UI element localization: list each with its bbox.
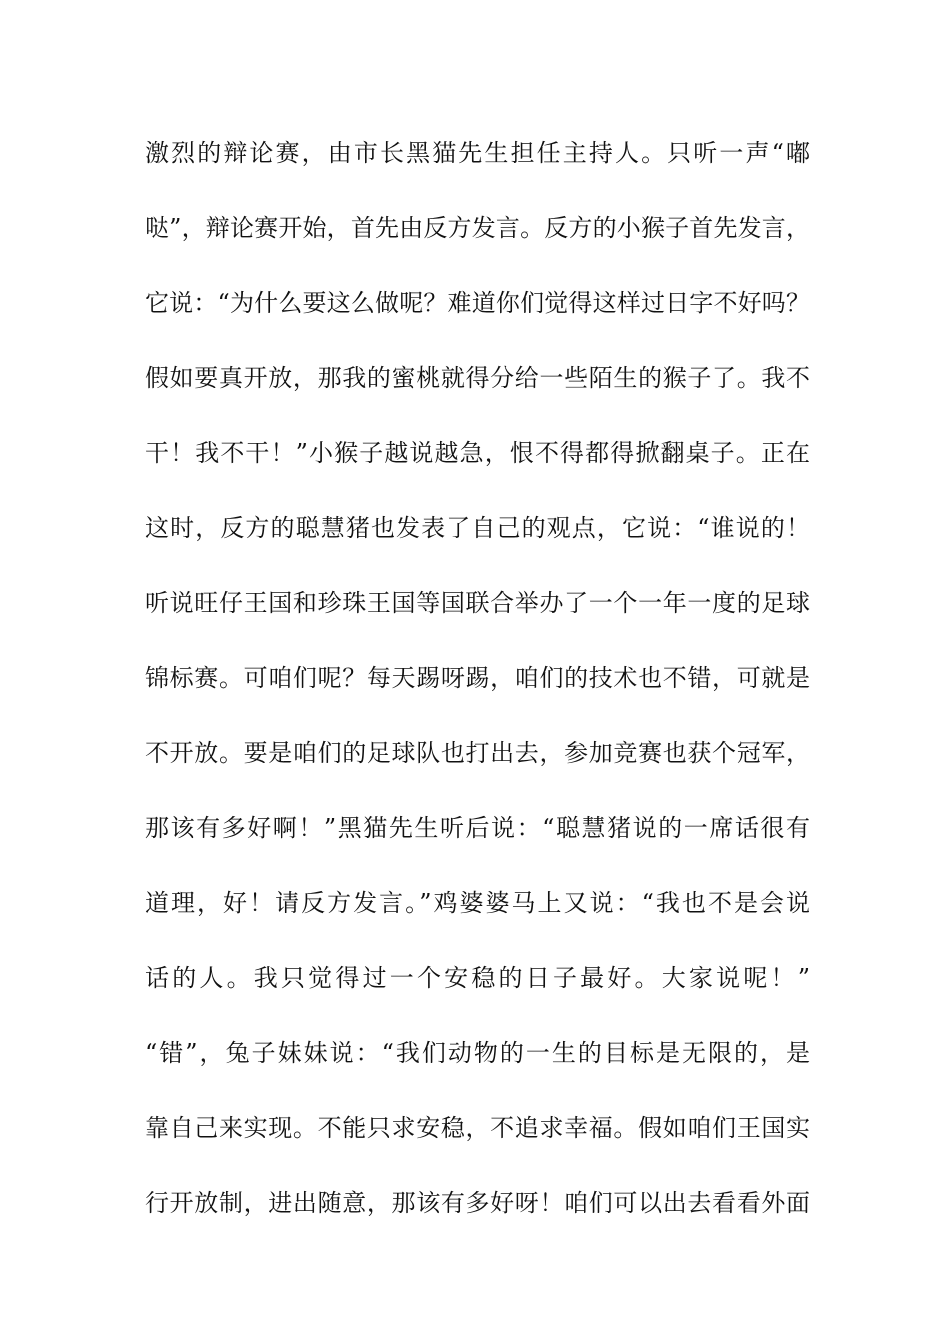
text-line: 不开放。要是咱们的足球队也打出去，参加竞赛也获个冠军， [145, 739, 810, 767]
text-line: 靠自己来实现。不能只求安稳，不追求幸福。假如咱们王国实 [145, 1114, 810, 1142]
text-line: 话的人。我只觉得过一个安稳的日子最好。大家说呢！” [145, 964, 810, 992]
text-line: 听说旺仔王国和珍珠王国等国联合举办了一个一年一度的足球 [145, 589, 810, 617]
text-line: 干！我不干！”小猴子越说越急，恨不得都得掀翻桌子。正在 [145, 439, 810, 467]
text-line: 它说：“为什么要这么做呢？难道你们觉得这样过日字不好吗？ [145, 289, 810, 317]
text-line: 那该有多好啊！”黑猫先生听后说：“聪慧猪说的一席话很有 [145, 814, 810, 842]
text-line: 哒”，辩论赛开始，首先由反方发言。反方的小猴子首先发言， [145, 214, 810, 242]
text-line: 锦标赛。可咱们呢？每天踢呀踢，咱们的技术也不错，可就是 [145, 664, 810, 692]
text-line: 激烈的辩论赛，由市长黑猫先生担任主持人。只听一声“嘟 [145, 139, 810, 167]
text-line: 行开放制，进出随意，那该有多好呀！咱们可以出去看看外面 [145, 1189, 810, 1217]
text-line: 道理，好！请反方发言。”鸡婆婆马上又说：“我也不是会说 [145, 889, 810, 917]
text-line: 假如要真开放，那我的蜜桃就得分给一些陌生的猴子了。我不 [145, 364, 810, 392]
text-line: 这时，反方的聪慧猪也发表了自己的观点，它说：“谁说的！ [145, 514, 810, 542]
body-text [145, 133, 810, 1258]
text-line: “错”，兔子妹妹说：“我们动物的一生的目标是无限的，是 [145, 1039, 810, 1067]
